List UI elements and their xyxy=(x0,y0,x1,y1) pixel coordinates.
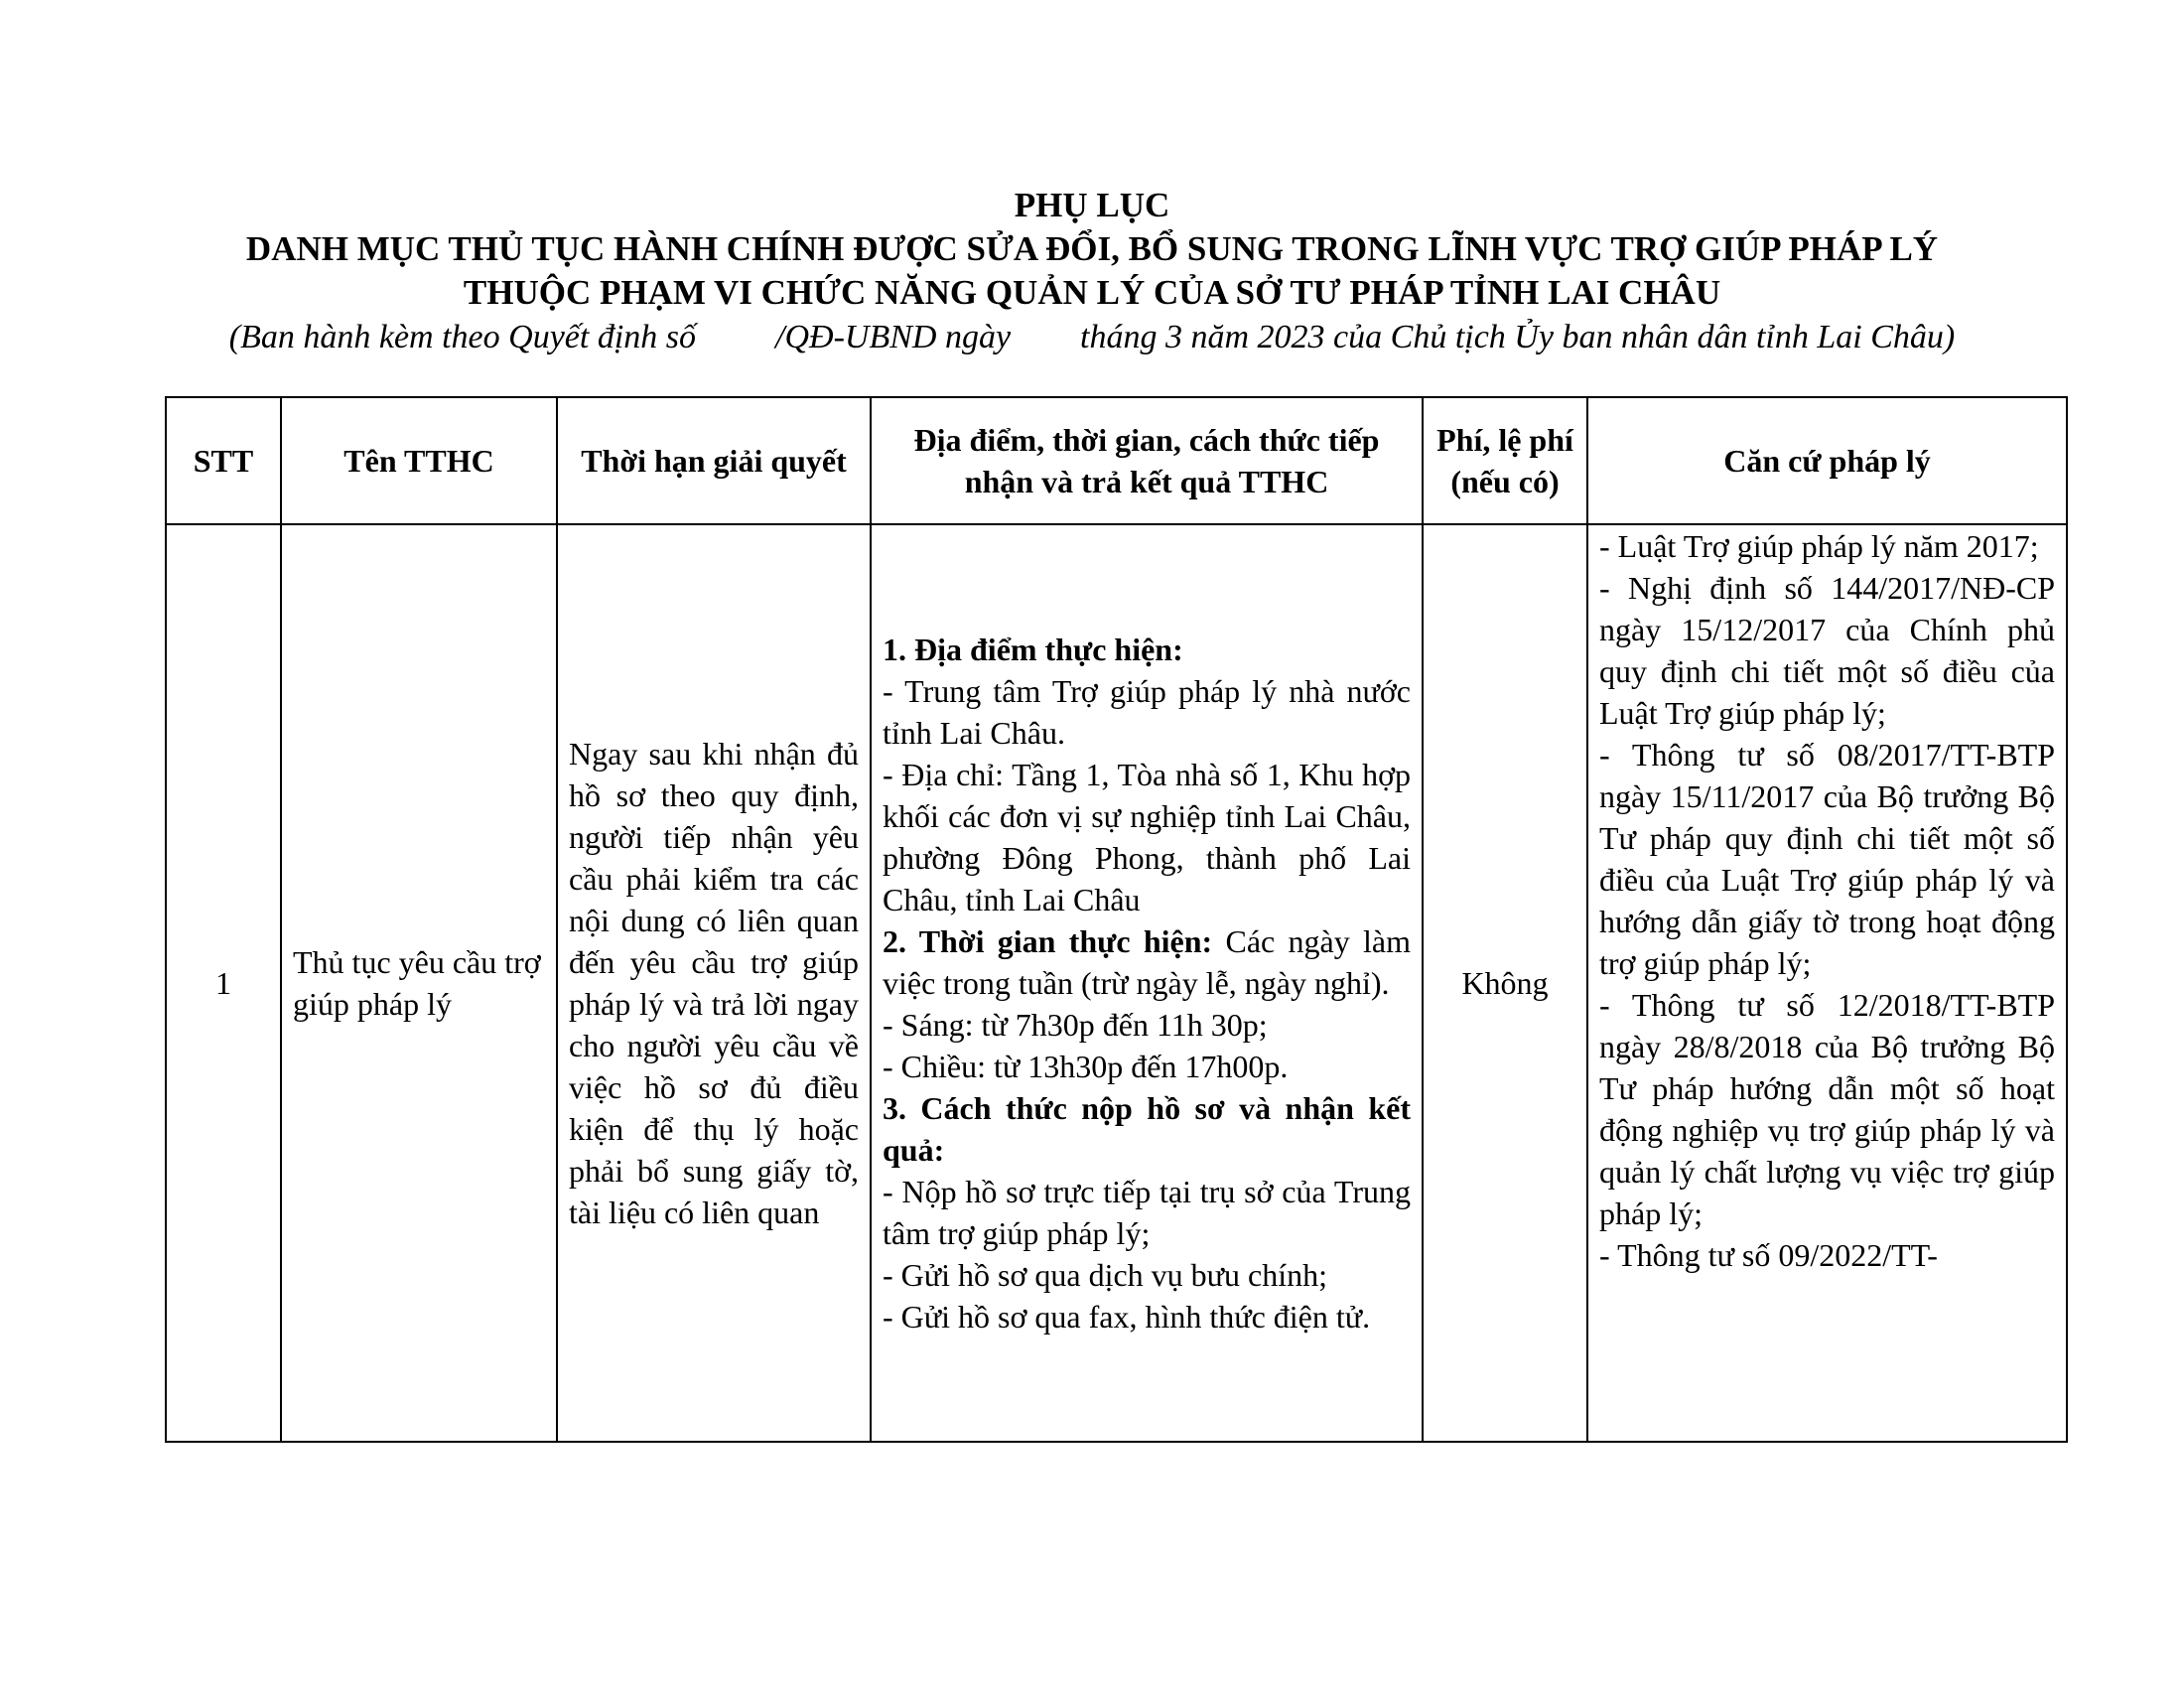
table-row xyxy=(166,524,2067,1442)
cell-fee: Không xyxy=(1423,524,1587,1442)
time-block xyxy=(883,920,1411,1004)
cell-procedure-name: Thủ tục yêu cầu trợ giúp pháp lý xyxy=(281,524,557,1442)
legal-item-circular-09: - Thông tư số 09/2022/TT- xyxy=(1599,1237,1938,1273)
procedure-table xyxy=(165,396,2068,1443)
legal-basis-list xyxy=(1599,525,2055,1441)
header-place-time-method: Địa điểm, thời gian, cách thức tiếp nhận và trả kết quả TTHC xyxy=(871,397,1423,524)
legal-item-decree: - Nghị định số 144/2017/NĐ-CP ngày 15/12/2017 của Chính phủ quy định chi tiết một số điều của Luật Trợ giúp pháp lý; xyxy=(1599,570,2055,731)
method-direct: - Nộp hồ sơ trực tiếp tại trụ sở của Trung tâm trợ giúp pháp lý; xyxy=(883,1174,1411,1251)
time-heading: 2. Thời gian thực hiện: xyxy=(883,923,1213,959)
time-text: Các ngày làm việc trong tuần (trừ ngày lễ, ngày nghỉ). xyxy=(883,923,1412,1001)
header-legal-basis: Căn cứ pháp lý xyxy=(1587,397,2067,524)
cell-time-limit: Ngay sau khi nhận đủ hồ sơ theo quy định, người tiếp nhận yêu cầu phải kiểm tra các nội dung có liên quan đến yêu cầu trợ giúp pháp lý và trả lời ngay cho người yêu cầu về việc hồ sơ đủ điều kiện để thụ lý hoặc phải bổ sung giấy tờ, tài liệu có liên quan xyxy=(557,524,871,1442)
header-time-limit: Thời hạn giải quyết xyxy=(557,397,871,524)
legal-item-circular-12: - Thông tư số 12/2018/TT-BTP ngày 28/8/2018 của Bộ trưởng Bộ Tư pháp hướng dẫn một số hoạt động nghiệp vụ trợ giúp pháp lý và quản lý chất lượng vụ việc trợ giúp pháp lý; xyxy=(1599,987,2055,1231)
method-heading: 3. Cách thức nộp hồ sơ và nhận kết quả: xyxy=(883,1090,1411,1168)
appendix-title: PHỤ LỤC xyxy=(1014,186,1170,224)
document-header xyxy=(0,184,2184,360)
header-stt: STT xyxy=(166,397,281,524)
document-subtitle xyxy=(0,315,2184,360)
subtitle-part-2: /QĐ-UBND ngày xyxy=(775,319,1012,355)
subtitle-part-3: tháng 3 năm 2023 của Chủ tịch Ủy ban nhân dân tỉnh Lai Châu) xyxy=(1080,319,1956,355)
time-morning: - Sáng: từ 7h30p đến 11h 30p; xyxy=(883,1007,1268,1043)
header-fee: Phí, lệ phí (nếu có) xyxy=(1423,397,1587,524)
legal-item-circular-08: - Thông tư số 08/2017/TT-BTP ngày 15/11/2017 của Bộ trưởng Bộ Tư pháp quy định chi tiết một số điều của Luật Trợ giúp pháp lý và hướng dẫn giấy tờ trong hoạt động trợ giúp pháp lý; xyxy=(1599,737,2055,981)
header-procedure-name: Tên TTHC xyxy=(281,397,557,524)
document-title-line-2: THUỘC PHẠM VI CHỨC NĂNG QUẢN LÝ CỦA SỞ TƯ PHÁP TỈNH LAI CHÂU xyxy=(463,273,1721,312)
place-line-address: - Địa chỉ: Tầng 1, Tòa nhà số 1, Khu hợp khối các đơn vị sự nghiệp tỉnh Lai Châu, phường Đông Phong, thành phố Lai Châu, tỉnh Lai Châu xyxy=(883,757,1411,917)
cell-stt: 1 xyxy=(166,524,281,1442)
cell-place-time-method xyxy=(871,524,1423,1442)
time-afternoon: - Chiều: từ 13h30p đến 17h00p. xyxy=(883,1049,1289,1084)
cell-legal-basis xyxy=(1587,524,2067,1442)
table-header-row xyxy=(166,397,2067,524)
place-heading: 1. Địa điểm thực hiện: xyxy=(883,632,1183,667)
method-postal: - Gửi hồ sơ qua dịch vụ bưu chính; xyxy=(883,1257,1327,1293)
legal-item-law: - Luật Trợ giúp pháp lý năm 2017; xyxy=(1599,528,2039,564)
place-line-center: - Trung tâm Trợ giúp pháp lý nhà nước tỉnh Lai Châu. xyxy=(883,673,1411,751)
method-electronic: - Gửi hồ sơ qua fax, hình thức điện tử. xyxy=(883,1299,1371,1335)
subtitle-part-1: (Ban hành kèm theo Quyết định số xyxy=(228,319,697,355)
document-title-line-1: DANH MỤC THỦ TỤC HÀNH CHÍNH ĐƯỢC SỬA ĐỔI, BỔ SUNG TRONG LĨNH VỰC TRỢ GIÚP PHÁP LÝ xyxy=(245,229,1939,268)
